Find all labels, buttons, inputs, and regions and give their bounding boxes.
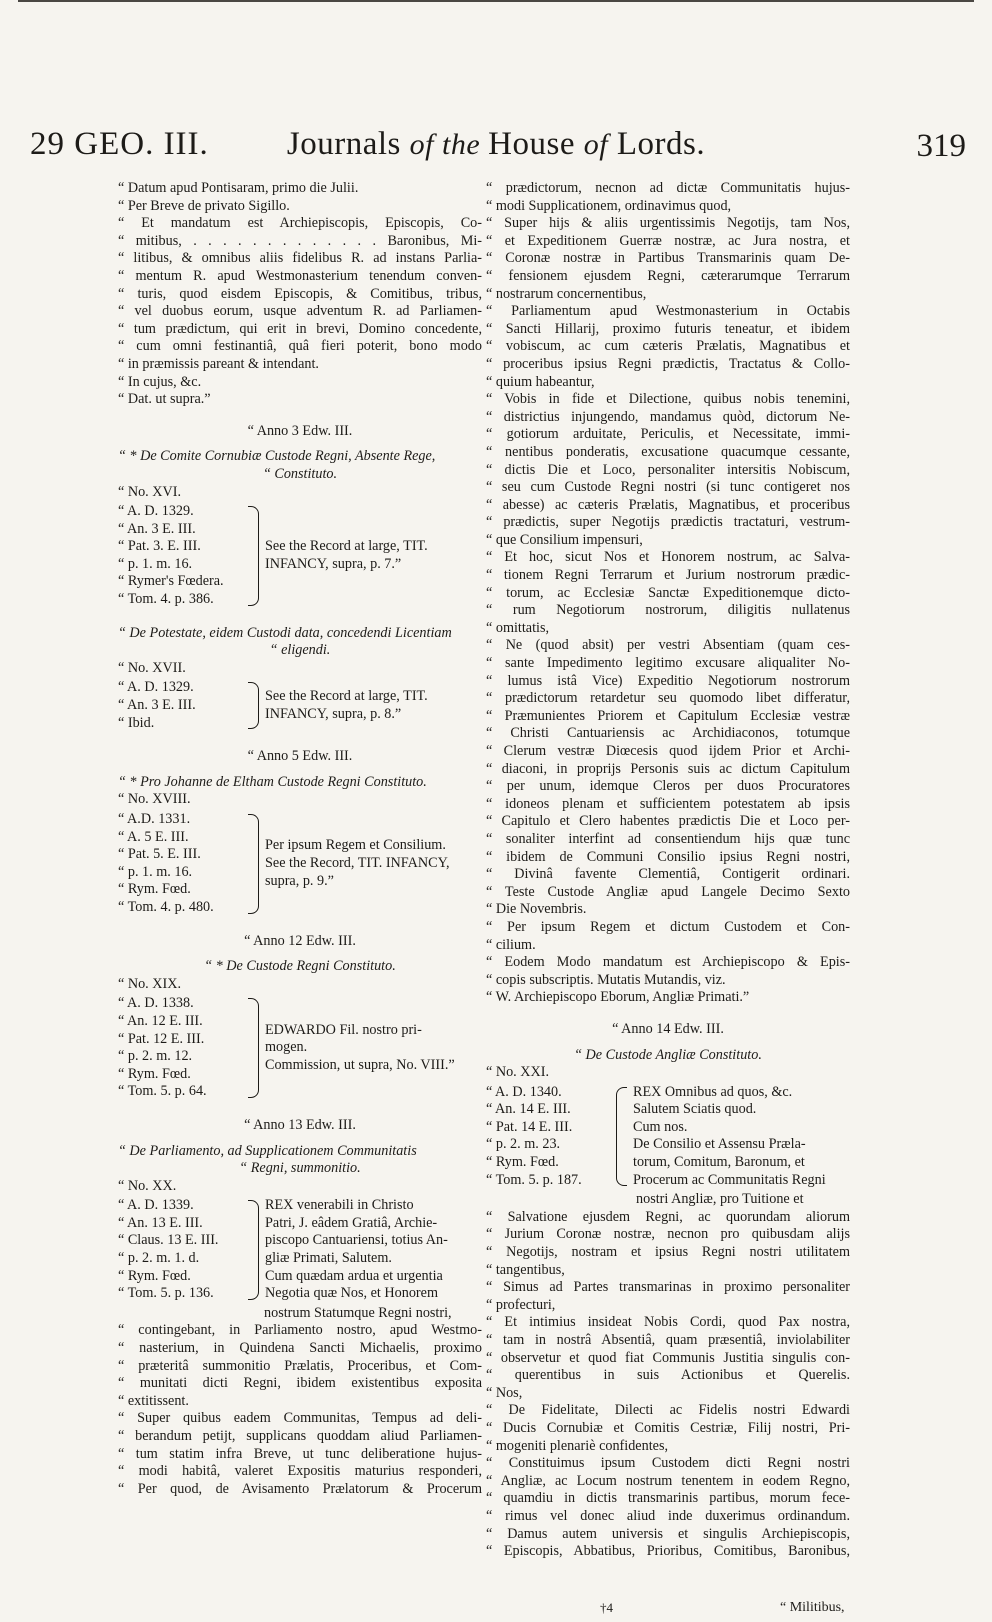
text-line: “ Salvatione ejusdem Regni, ac quorundam aliorum: [486, 1208, 850, 1225]
record-title: “ eligendi.: [269, 642, 331, 659]
record-title: “ Regni, summonitio.: [239, 1160, 361, 1177]
text-line: “ seu cum Custode Regni nostri (si tunc contigeret nos: [486, 479, 850, 496]
citation-list: [118, 503, 248, 609]
text-line: “ cilium.: [486, 936, 536, 953]
citation-note: [633, 1084, 850, 1190]
citation-line: “ Rym. Fœd.: [118, 1267, 191, 1284]
text-line: “ Præmunientes Priorem et Capitulum Ecclesiæ vestræ: [486, 707, 850, 724]
text-line: “ præteritâ summonitio Prælatis, Proceribus, et Com-: [118, 1357, 482, 1374]
citation-line: “ Rymer's Fœdera.: [118, 573, 224, 590]
citation-list: [118, 679, 248, 732]
text-line: “ nostrarum concernentibus,: [486, 285, 647, 302]
citation-note: [265, 679, 482, 732]
note-line: INFANCY, supra, p. 7.”: [265, 555, 402, 572]
text-line: “ Negotijs, nostram et ipsius Regni nostri utilitatem: [486, 1244, 850, 1261]
text-line: “ Et mandatum est Archiepiscopis, Episcopis, Co-: [118, 215, 482, 232]
spacer: [118, 611, 482, 625]
citation-line: “ A. D. 1339.: [118, 1197, 194, 1214]
citation-line: “ p. 2. m. 1. d.: [118, 1250, 200, 1267]
note-line: See the Record at large, TIT.: [265, 538, 428, 555]
text-line: “ cum omni festinantiâ, quâ fieri poterit, bono modo: [118, 338, 482, 355]
paragraph-block: [486, 1191, 850, 1560]
text-line: “ quamdiu in dictis transmarinis partibus, morum fece-: [486, 1490, 850, 1507]
text-line: “ rimus vel donec aliud inde duxerimus ordinandum.: [486, 1507, 850, 1524]
text-line: “ modi Supplicationem, ordinavimus quod,: [486, 197, 732, 214]
note-line: supra, p. 9.”: [265, 872, 334, 889]
citation-line: “ Pat. 12 E. III.: [118, 1030, 205, 1047]
note-line: INFANCY, supra, p. 8.”: [265, 705, 402, 722]
text-line: “ Per Breve de privato Sigillo.: [118, 197, 290, 214]
text-line: “ Die Novembris.: [486, 901, 587, 918]
text-line: “ Et hoc, sicut Nos et Honorem nostrum, ac Salva-: [486, 549, 850, 566]
record-number: “ No. XXI.: [486, 1064, 550, 1081]
text-line: “ Teste Custode Angliæ apud Langele Decimo Sexto: [486, 883, 850, 900]
text-line: “ W. Archiepiscopo Eborum, Angliæ Primati.”: [486, 989, 750, 1006]
note-line: piscopo Cantuariensi, totius An-: [265, 1232, 448, 1249]
text-line: “ Christi Cantuariensis ac Archidiaconos, totumque: [486, 725, 850, 742]
note-line: Cum nos.: [633, 1118, 688, 1135]
note-line: See the Record, TIT. INFANCY,: [265, 854, 450, 871]
text-line: “ vobiscum, ac cum cæteris Prælatis, Magnatibus et: [486, 338, 850, 355]
citation-line: “ p. 2. m. 23.: [486, 1136, 561, 1153]
text-line: “ Damus autem universis et singulis Archiepiscopis,: [486, 1525, 850, 1542]
text-line: “ nasterium, in Quindena Sancti Michaelis, proximo: [118, 1340, 482, 1357]
text-line: “ Datum apud Pontisaram, primo die Julii.: [118, 180, 359, 196]
record-title: “ De Custode Angliæ Constituto.: [574, 1046, 762, 1063]
record-citation: [118, 1197, 482, 1303]
note-line: REX Omnibus ad quos, &c.: [633, 1083, 793, 1100]
citation-line: “ A. D. 1329.: [118, 503, 194, 520]
citation-line: “ An. 3 E. III.: [118, 697, 196, 714]
text-line: “ diaconi, in proprijs Personis suis ac dictum Capitulum: [486, 760, 850, 777]
citation-line: “ Tom. 5. p. 187.: [486, 1171, 582, 1188]
citation-line: “ Tom. 5. p. 136.: [118, 1285, 214, 1302]
text-line: “ tionem Regni Terrarum et Jurium nostrorum prædic-: [486, 567, 850, 584]
text-line: “ tangentibus,: [486, 1261, 565, 1278]
record-title: “ De Parliamento, ad Supplicationem Communitatis: [118, 1142, 417, 1159]
text-line: “ berandum petijt, supplicans quoddam aliud Parliamen-: [118, 1428, 482, 1444]
text-line: “ Capitulo et Clero habentes prædictis Die et Loco per-: [486, 813, 850, 830]
citation-line: “ A. D. 1340.: [486, 1083, 562, 1100]
text-line: “ Dat. ut supra.”: [118, 391, 211, 408]
text-line: “ omittatis,: [486, 619, 550, 636]
text-line: “ nentibus ponderatis, excusatione quacumque cessante,: [486, 443, 850, 460]
text-line: “ litibus, & omnibus aliis fidelibus R. ad instans Parlia-: [118, 250, 482, 267]
note-line: Negotia quæ Nos, et Honorem: [265, 1285, 438, 1302]
text-line: “ Nos,: [486, 1384, 523, 1401]
citation-note: [265, 503, 482, 609]
citation-line: “ p. 1. m. 16.: [118, 863, 193, 880]
page-number: 319: [916, 128, 966, 164]
text-line: “ Clerum vestræ Diœcesis quod ijdem Prior et Archi-: [486, 743, 850, 759]
text-line: “ mitibus, . . . . . . . . . . . . . Baronibus, Mi-: [118, 232, 482, 249]
note-line: Per ipsum Regem et Consilium.: [265, 837, 446, 854]
text-line: “ copis subscriptis. Mutatis Mutandis, viz.: [486, 971, 726, 988]
text-line: “ vel duobus eorum, usque adventum R. ad Parliamen-: [118, 303, 482, 320]
note-line: gliæ Primati, Salutem.: [265, 1250, 392, 1267]
text-line: “ Et intimius insideat Nobis Cordi, quod Pax nostra,: [486, 1314, 850, 1331]
signature-mark: †4: [600, 1600, 613, 1615]
record-title: “ De Potestate, eidem Custodi data, concedendi Licentiam: [118, 624, 452, 641]
citation-line: “ Pat. 5. E. III.: [118, 846, 201, 863]
citation-line: “ Tom. 4. p. 386.: [118, 591, 214, 608]
text-line: “ prædictorum, necnon ad dictæ Communitatis hujus-: [486, 180, 850, 196]
text-line: “ querentibus in suis Actionibus et Querelis.: [486, 1367, 850, 1384]
text-line: “ rum Negotiorum nostrorum, diligitis nullatenus: [486, 602, 850, 619]
spacer: [118, 734, 482, 748]
brace: [248, 1200, 259, 1300]
text-line: “ fensionem ejusdem Regni, cæterarumque Terrarum: [486, 267, 850, 284]
record-title: “ * De Custode Regni Constituto.: [204, 958, 396, 975]
spacer: [118, 1135, 482, 1143]
text-line: “ In cujus, &c.: [118, 373, 202, 390]
note-line: REX venerabili in Christo: [265, 1197, 414, 1214]
text-line: “ sante Impedimento legitimo excusare aliqualiter No-: [486, 655, 850, 672]
text-line: “ Vobis in fide et Dilectione, quibus nobis tenemini,: [486, 391, 850, 408]
text-line: “ munitati dicti Regni, ibidem existentibus exposita: [118, 1375, 482, 1392]
spacer: [118, 409, 482, 423]
text-line: “ proceribus ipsius Regni prædictis, Tractatus & Collo-: [486, 355, 850, 372]
brace: [616, 1087, 627, 1187]
citation-note: [265, 1197, 482, 1303]
brace: [248, 506, 259, 606]
text-line: “ Simus ad Partes transmarinas in proximo personaliter: [486, 1279, 850, 1296]
text-line: “ Eodem Modo mandatum est Archiepiscopo & Epis-: [486, 954, 850, 971]
text-line: “ prædictorum retardetur seu quomodo libet differatur,: [486, 690, 850, 707]
regnal-year: 29 GEO. III.: [30, 126, 209, 162]
spacer: [118, 1103, 482, 1117]
citation-list: [118, 1197, 248, 1303]
record-citation: [118, 503, 482, 609]
citation-line: “ Rym. Fœd.: [118, 1065, 191, 1082]
text-line: “ et Expeditionem Guerræ nostræ, ac Jura nostra, et: [486, 232, 850, 249]
note-line: torum, Comitum, Baronum, et: [633, 1154, 805, 1171]
record-title: “ Constituto.: [262, 465, 338, 482]
record-title: “ * De Comite Cornubiæ Custode Regni, Absente Rege,: [118, 448, 436, 465]
citation-line: “ A. 5 E. III.: [118, 828, 189, 845]
citation-line: “ A. D. 1329.: [118, 679, 194, 696]
text-line: “ gotiorum arduitate, Periculis, et Necessitate, immi-: [486, 426, 850, 443]
citation-line: “ Pat. 3. E. III.: [118, 538, 201, 555]
note-line: mogen.: [265, 1039, 308, 1056]
citation-list: [486, 1084, 616, 1190]
note-line: Commission, ut supra, No. VIII.”: [265, 1056, 455, 1073]
spacer: [118, 950, 482, 958]
text-line: “ per unum, idemque Cleros per duos Procuratores: [486, 778, 850, 795]
text-line: “ contingebant, in Parliamento nostro, apud Westmo-: [118, 1322, 482, 1339]
text-line: “ mogeniti plenariè confidentes,: [486, 1437, 669, 1454]
text-line: “ torum, ac Ecclesiæ Sanctæ Expeditionemque dicto-: [486, 584, 850, 601]
section-heading: “ Anno 14 Edw. III.: [612, 1020, 724, 1037]
citation-line: “ An. 3 E. III.: [118, 520, 196, 537]
text-line: “ lumus istâ Vice) Expeditio Negotiorum nostrorum: [486, 672, 850, 689]
text-line: nostrum Statumque Regni nostri,: [264, 1304, 452, 1321]
text-line: “ turis, quod eisdem Episcopis, & Comitibus, tribus,: [118, 285, 482, 302]
text-line: “ Angliæ, ac Locum nostrum tenentem in eodem Regno,: [486, 1472, 850, 1489]
text-line: “ Sancti Hillarij, proximo futuris teneatur, et ibidem: [486, 320, 850, 337]
text-line: “ ibidem de Communi Consilio ipsius Regni nostri,: [486, 848, 850, 865]
citation-list: [118, 995, 248, 1101]
text-line: “ prædictis, super Negotijs prædictis tractaturi, vestrum-: [486, 514, 850, 531]
text-line: “ in præmissis pareant & intendant.: [118, 355, 319, 372]
citation-line: “ Rym. Fœd.: [486, 1154, 559, 1171]
text-line: “ Constituimus ipsum Custodem dicti Regni nostri: [486, 1455, 850, 1472]
text-line: “ extitissent.: [118, 1392, 189, 1409]
citation-line: “ Tom. 5. p. 64.: [118, 1083, 207, 1100]
text-line: “ modi habitâ, valeret Expositis maturius responderi,: [118, 1463, 482, 1480]
text-line: “ tum prædictum, qui erit in brevi, Domino concedente,: [118, 320, 482, 337]
record-number: “ No. XVII.: [118, 659, 186, 676]
section-heading: “ Anno 3 Edw. III.: [247, 422, 353, 439]
text-line: “ dictis Die et Loco, personaliter intersitis Nobiscum,: [486, 461, 850, 478]
text-line: “ Parliamentum apud Westmonasterium in Octabis: [486, 303, 850, 320]
note-line: De Consilio et Assensu Præla-: [633, 1136, 806, 1153]
running-title: Journals of the House of Lords.: [286, 126, 706, 162]
text-line: “ Ducis Cornubiæ et Comitis Cestriæ, Filij nostri, Pri-: [486, 1419, 850, 1436]
record-citation: [118, 995, 482, 1101]
record-title: “ * Pro Johanne de Eltham Custode Regni Constituto.: [118, 773, 427, 790]
text-line: “ Super quibus eadem Communitas, Tempus ad deli-: [118, 1410, 482, 1427]
text-line: “ Per ipsum Regem et dictum Custodem et Con-: [486, 918, 850, 935]
citation-line: “ Pat. 14 E. III.: [486, 1118, 573, 1135]
text-line: “ Divinâ favente Clementiâ, Contigerit ordinari.: [486, 866, 850, 883]
record-number: “ No. XVI.: [118, 483, 182, 500]
text-line: “ Jurium Coronæ nostræ, necnon pro quibusdam alijs: [486, 1226, 850, 1243]
citation-line: “ p. 2. m. 12.: [118, 1048, 193, 1065]
citation-line: “ An. 13 E. III.: [118, 1214, 203, 1231]
citation-line: “ A.D. 1331.: [118, 811, 191, 827]
text-line: “ mentum R. apud Westmonasterium tenendum conven-: [118, 267, 482, 284]
text-line: “ Episcopis, Abbatibus, Prioribus, Comitibus, Baronibus,: [486, 1543, 850, 1560]
paragraph-block: [486, 180, 850, 1007]
citation-line: “ An. 12 E. III.: [118, 1012, 203, 1029]
page-header: [20, 120, 972, 170]
text-line: “ Per quod, de Avisamento Prælatorum & Procerum: [118, 1480, 482, 1497]
right-column: [486, 180, 850, 1561]
spacer: [486, 1007, 850, 1021]
citation-line: “ Tom. 4. p. 480.: [118, 898, 214, 915]
brace: [248, 682, 259, 729]
citation-line: “ p. 1. m. 16.: [118, 555, 193, 572]
text-line: “ Ne (quod absit) per vestri Absentiam (quam ces-: [486, 637, 850, 654]
text-line: “ De Fidelitate, Dilecti ac Fidelis nostri Edwardi: [486, 1402, 850, 1419]
record-number: “ No. XVIII.: [118, 791, 191, 808]
record-number: “ No. XX.: [118, 1177, 177, 1194]
section-heading: “ Anno 12 Edw. III.: [244, 932, 356, 949]
text-line: “ tum statim infra Breve, ut tunc deliberatione hujus-: [118, 1445, 482, 1462]
citation-line: “ Rym. Fœd.: [118, 881, 191, 898]
spacer: [486, 1039, 850, 1047]
catchword: “ Militibus,: [780, 1600, 845, 1615]
note-line: EDWARDO Fil. nostro pri-: [265, 1021, 422, 1038]
text-line: “ Coronæ nostræ in Partibus Transmarinis quam De-: [486, 250, 850, 267]
citation-line: “ Claus. 13 E. III.: [118, 1232, 219, 1249]
text-line: “ Super hijs & aliis urgentissimis Negotijs, tam Nos,: [486, 215, 850, 232]
spacer: [118, 766, 482, 774]
citation-line: “ Ibid.: [118, 714, 155, 731]
spacer: [118, 919, 482, 933]
text-line: nostri Angliæ, pro Tuitione et: [636, 1191, 804, 1208]
text-line: “ quium habeantur,: [486, 373, 595, 390]
section-heading: “ Anno 5 Edw. III.: [247, 748, 353, 765]
text-line: “ idoneos plenam et sufficientem potestatem ab ipsis: [486, 795, 850, 812]
note-line: See the Record at large, TIT.: [265, 688, 428, 705]
text-line: “ observetur et quod fiat Communis Justitia singulis con-: [486, 1349, 850, 1366]
top-rule: [18, 0, 974, 2]
note-line: Salutem Sciatis quod.: [633, 1101, 757, 1118]
text-line: “ sonaliter interfint ad consentiendum hijs quæ tunc: [486, 830, 850, 847]
note-line: Cum quædam ardua et urgentia: [265, 1267, 443, 1284]
citation-note: [265, 811, 482, 917]
text-line: “ tam in nostrâ Absentiâ, quam præsentiâ, inviolabiliter: [486, 1332, 850, 1348]
citation-line: “ An. 14 E. III.: [486, 1101, 571, 1118]
brace: [248, 814, 259, 914]
citation-list: [118, 811, 248, 917]
spacer: [118, 440, 482, 448]
record-citation: [486, 1084, 850, 1190]
record-number: “ No. XIX.: [118, 975, 182, 992]
record-citation: [118, 811, 482, 917]
text-line: “ profecturi,: [486, 1296, 556, 1313]
text-line: “ abesse) ac cæteris Prælatis, Magnatibus, et proceribus: [486, 496, 850, 513]
text-line: “ districtius injungendo, mandamus quòd, dictorum Ne-: [486, 408, 850, 425]
brace: [248, 998, 259, 1098]
note-line: Patri, J. eâdem Gratiâ, Archie-: [265, 1214, 438, 1231]
text-line: “ que Consilium impensuri,: [486, 531, 643, 548]
note-line: Procerum ac Communitatis Regni: [633, 1171, 826, 1188]
left-column: [118, 180, 482, 1498]
citation-note: [265, 995, 482, 1101]
citation-line: “ A. D. 1338.: [118, 995, 194, 1012]
section-heading: “ Anno 13 Edw. III.: [244, 1116, 356, 1133]
record-citation: [118, 679, 482, 732]
